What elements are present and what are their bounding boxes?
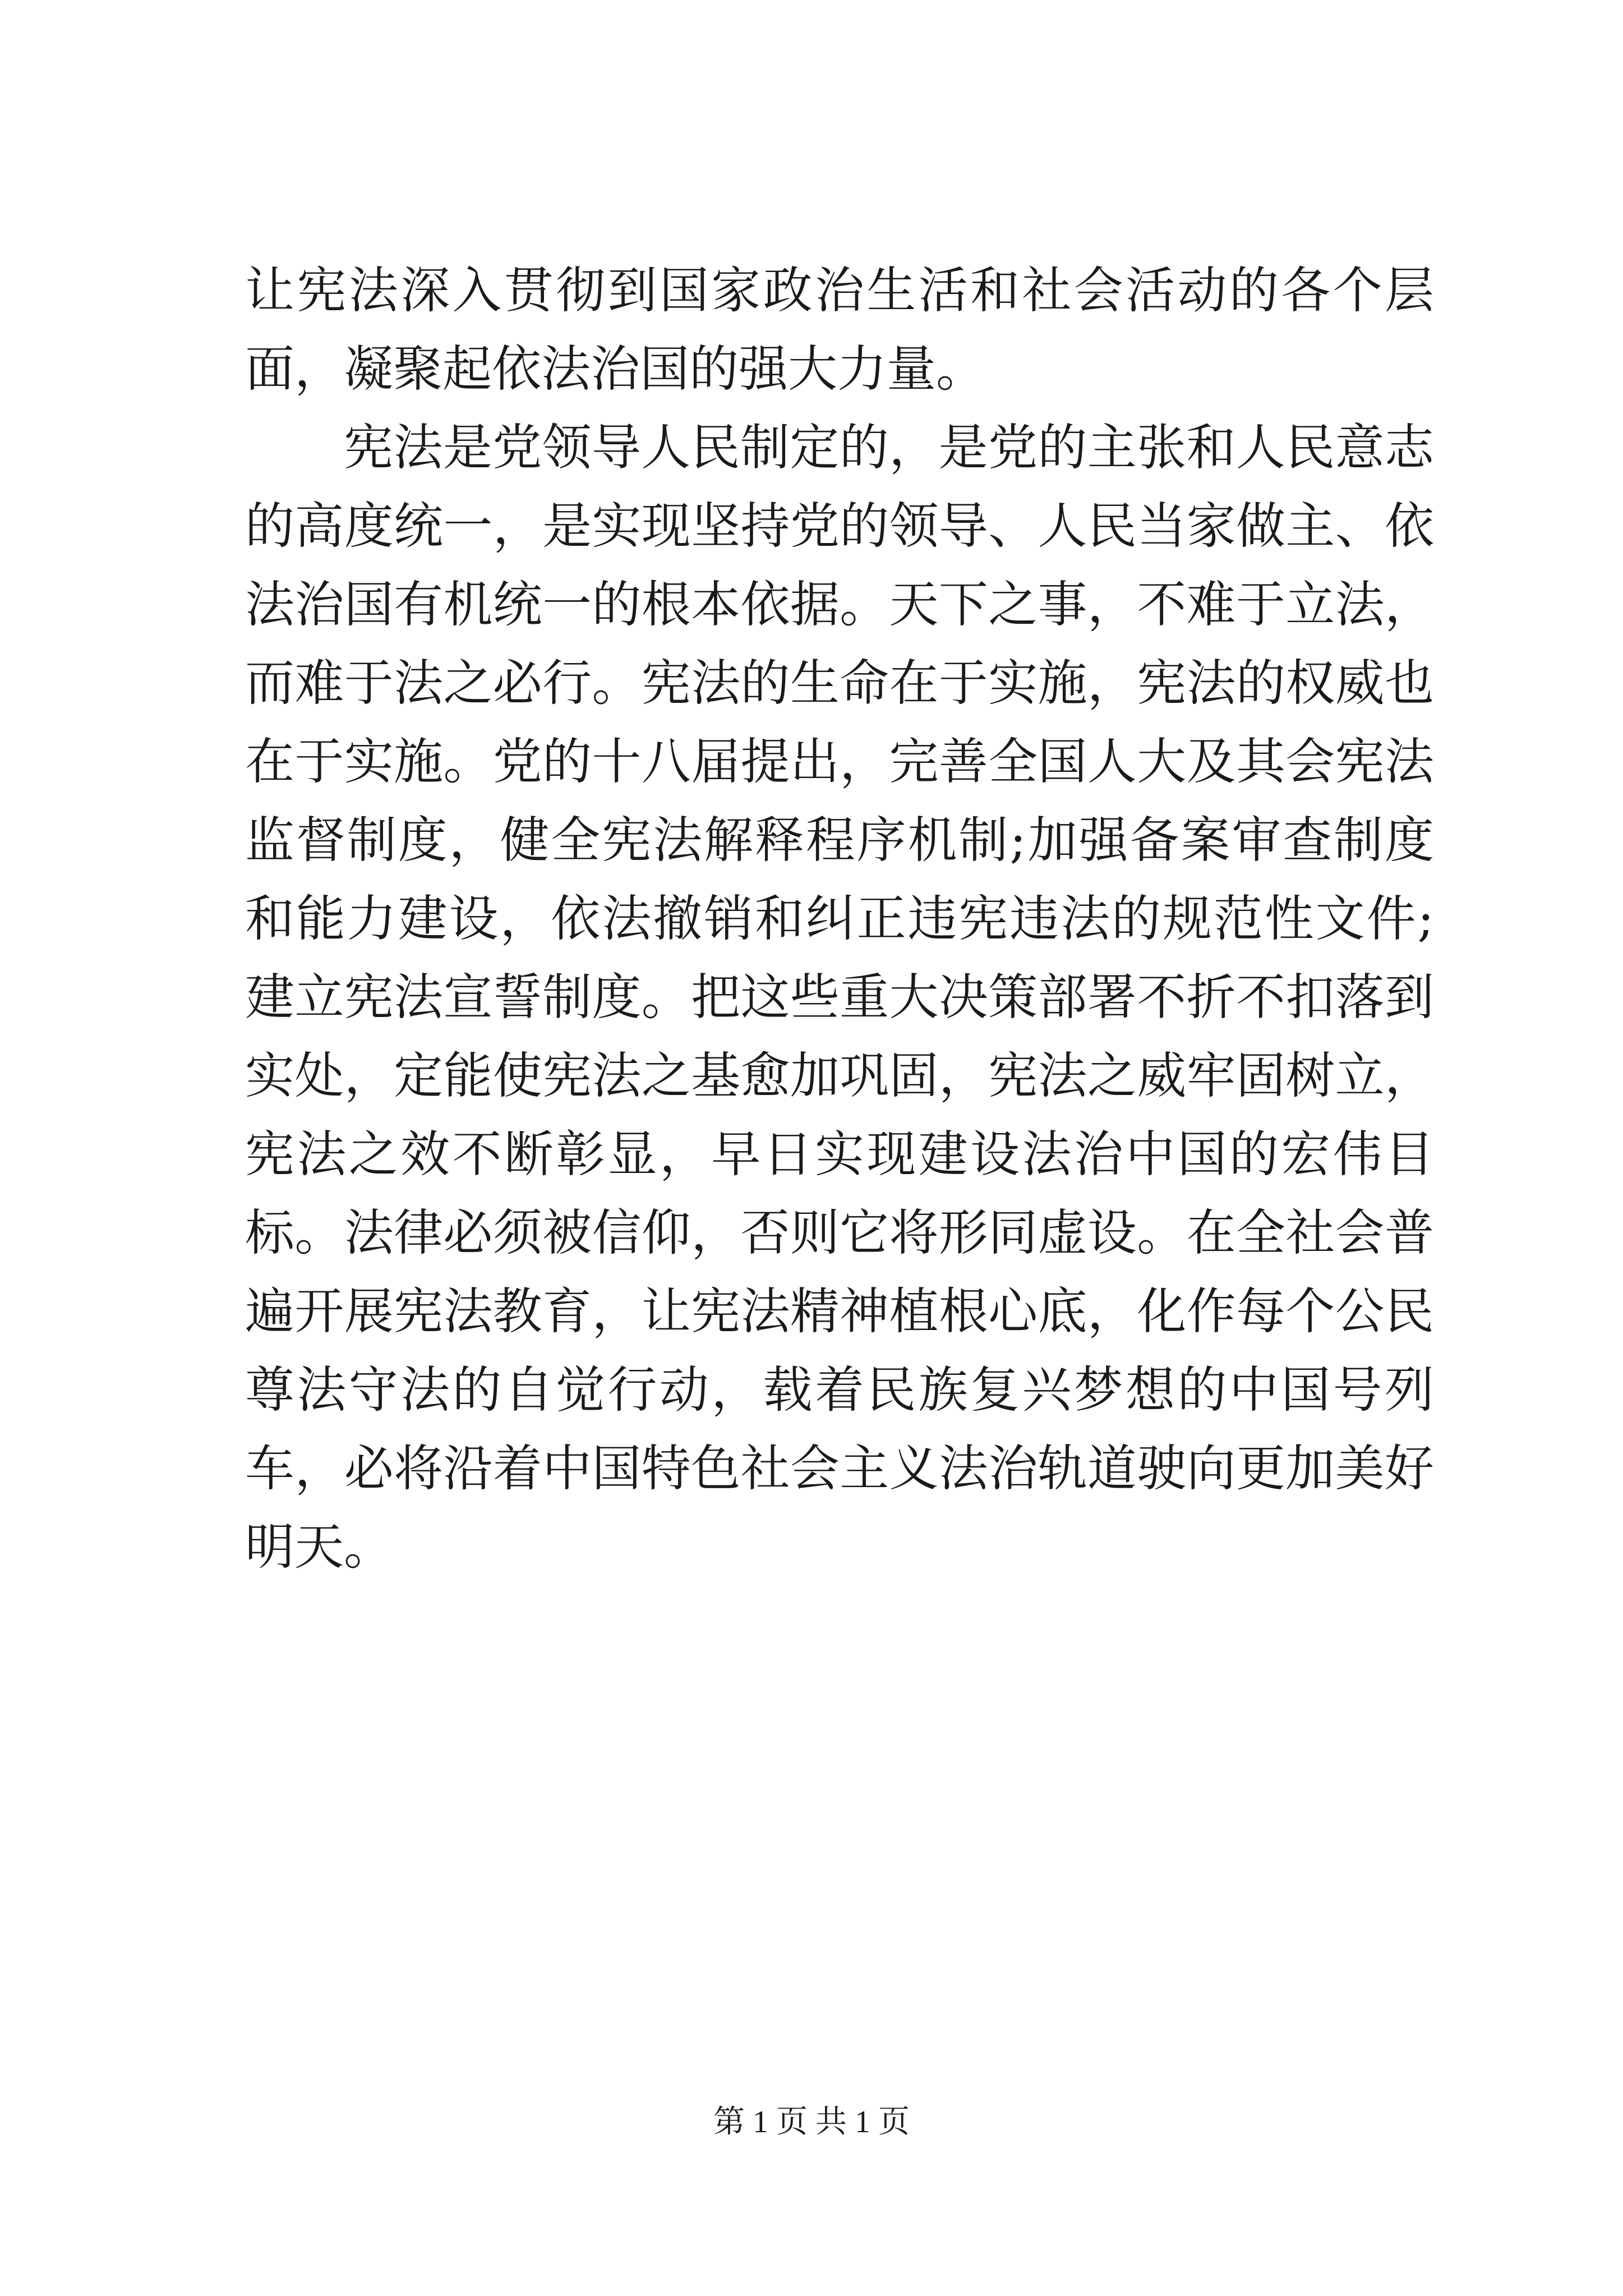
page-footer: 第 1 页 共 1 页 [713,2105,910,2139]
paragraph-continuation: 让宪法深入贯彻到国家政治生活和社会活动的各个层面，凝聚起依法治国的强大力量。 [245,261,1434,398]
document-body [245,251,1434,1586]
paragraph-constitution: 宪法是党领导人民制定的，是党的主张和人民意志的高度统一，是实现坚持党的领导、人民当家做主、依法治国有机统一的根本依据。天下之事，不难于立法，而难于法之必行。宪法的生命在于实施，宪法的权威也在于实施。党的十八届提出，完善全国人大及其会宪法监督制度，健全宪法解释程序机制;加强备案审查制度和能力建设，依法撤销和纠正违宪违法的规范性文件;建立宪法宣誓制度。把这些重大决策部署不折不扣落到实处，定能使宪法之基愈加巩固，宪法之威牢固树立，宪法之效不断彰显，早日实现建设法治中国的宏伟目标。法律必须被信仰，否则它将形同虚设。在全社会普遍开展宪法教育，让宪法精神植根心底，化作每个公民尊法守法的自觉行动，载着民族复兴梦想的中国号列车，必将沿着中国特色社会主义法治轨道驶向更加美好明天。 [245,418,1434,1576]
